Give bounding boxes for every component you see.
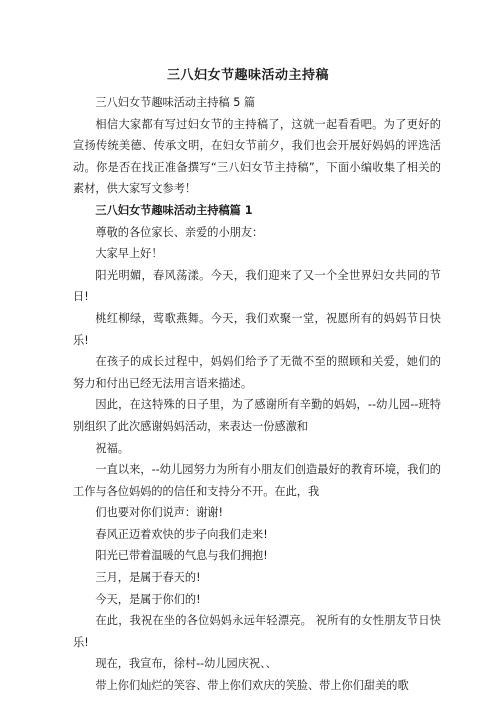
document-title: 三八妇女节趣味活动主持稿	[166, 68, 329, 83]
body-paragraph: 阳光明媚，春风荡漾。今天，我们迎来了又一个全世界妇女共同的节日!	[73, 268, 441, 304]
body-paragraph: 桃红柳绿，莺歌燕舞。今天，我们欢聚一堂，祝愿所有的妈妈节日快乐!	[73, 311, 441, 347]
section-heading: 三八妇女节趣味活动主持稿篇 1	[95, 203, 253, 217]
body-paragraph: 一直以来，--幼儿园努力为所有小朋友们创造最好的教育环境，我们的工作与各位妈妈的的信任和支持分不开。在此，我	[73, 463, 441, 498]
body-paragraph: 三月，是属于春天的!	[95, 571, 201, 585]
salutation-paragraph: 尊敬的各位家长、亲爱的小朋友：	[95, 225, 264, 239]
body-paragraph: 祝福。	[95, 441, 129, 455]
body-paragraph: 在孩子的成长过程中，妈妈们给予了无微不至的照顾和关爱，她们的努力和付出已经无法用言语来描述。	[73, 355, 441, 390]
body-paragraph: 春风正迈着欢快的步子向我们走来!	[95, 527, 268, 541]
subtitle-paragraph: 三八妇女节趣味活动主持稿 5 篇	[95, 96, 256, 109]
body-paragraph: 今天，是属于你们的!	[95, 592, 201, 606]
body-paragraph: 阳光已带着温暖的气息与我们拥抱!	[95, 549, 268, 563]
body-paragraph: 现在，我宣布，徐村--幼儿园庆祝、、	[95, 657, 277, 671]
body-paragraph: 因此，在这特殊的日子里，为了感谢所有辛勤的妈妈，--幼儿园--班特别组织了此次感谢妈妈活动，来表达一份感激和	[73, 398, 441, 433]
intro-paragraph: 相信大家都有写过妇女节的主持稿了，这就一起看看吧。为了更好的宣扬传统美德、传承文明，在妇女节前夕，我们也会开展好妈妈的评选活动。你是否在找正准备撰写“三八妇女节主持稿”，下面小编收集了相关的素材，供大家写文参考！	[73, 117, 441, 196]
document-body	[73, 92, 441, 697]
body-paragraph: 们也要对你们说声：谢谢!	[95, 506, 223, 520]
body-paragraph: 在此，我祝在坐的各位妈妈永远年轻漂亮。 祝所有的女性朋友节日快乐!	[73, 614, 441, 649]
body-paragraph: 大家早上好！	[95, 247, 163, 261]
body-paragraph: 带上你们灿烂的笑容、带上你们欢庆的笑脸、带上你们甜美的歌	[95, 679, 409, 693]
